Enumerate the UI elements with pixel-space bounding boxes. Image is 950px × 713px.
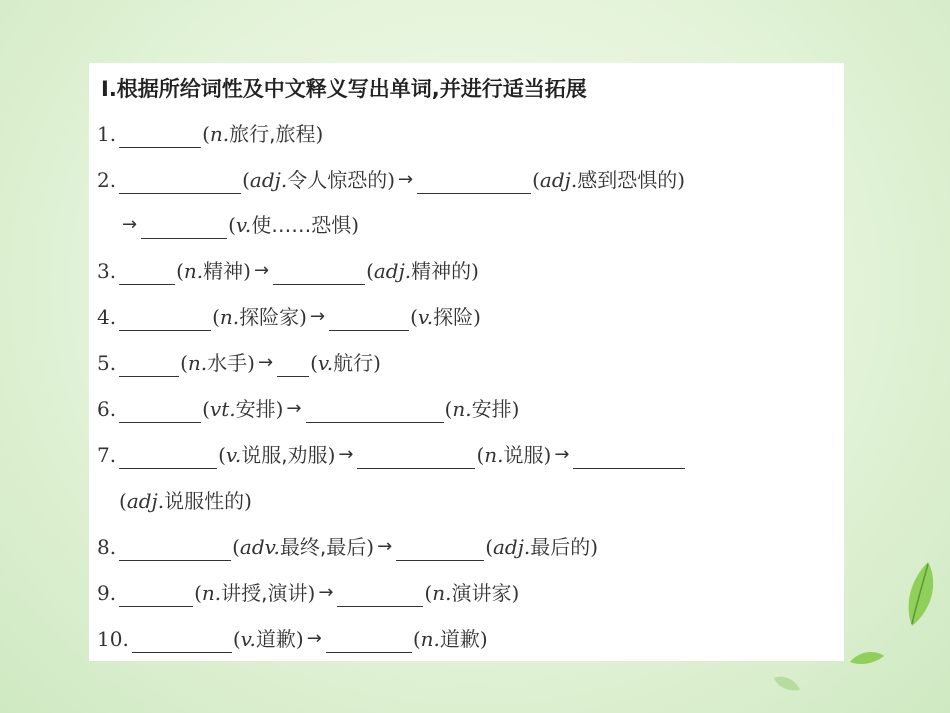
- answer-blank[interactable]: [119, 308, 211, 331]
- answer-blank[interactable]: [119, 538, 231, 561]
- answer-blank[interactable]: [273, 262, 365, 285]
- answer-blank[interactable]: [119, 584, 193, 607]
- answer-blank[interactable]: [329, 308, 409, 331]
- answer-blank[interactable]: [119, 400, 201, 423]
- arrow-icon: →: [257, 352, 274, 373]
- exercise-item-4: 4. (n.探险家) → (v.探险): [97, 305, 481, 329]
- answer-blank[interactable]: [326, 630, 412, 653]
- answer-blank[interactable]: [119, 446, 217, 469]
- answer-blank[interactable]: [119, 354, 179, 377]
- arrow-icon: →: [306, 628, 322, 649]
- arrow-icon: →: [253, 260, 270, 281]
- arrow-icon: →: [122, 214, 138, 235]
- exercise-item-5: 5. (n.水手) → (v.航行): [97, 351, 381, 375]
- answer-blank[interactable]: [396, 538, 484, 561]
- leaf-decoration-icon: [898, 560, 942, 630]
- arrow-icon: →: [286, 398, 302, 419]
- answer-blank[interactable]: [573, 446, 685, 469]
- answer-blank[interactable]: [277, 354, 309, 377]
- exercise-item-7-continued: (adj.说服性的): [119, 489, 252, 513]
- exercise-item-2-continued: → (v.使……恐惧): [122, 213, 360, 237]
- exercise-item-7: 7. (v.说服,劝服) → (n.说服) →: [97, 441, 686, 469]
- exercise-item-8: 8. (adv.最终,最后) → (adj.最后的): [97, 535, 599, 559]
- arrow-icon: →: [309, 306, 326, 327]
- exercise-item-3: 3. (n.精神) → (adj.精神的): [97, 259, 479, 283]
- answer-blank[interactable]: [119, 262, 175, 285]
- exercise-item-1: 1. (n.旅行,旅程): [97, 122, 324, 146]
- answer-blank[interactable]: [417, 171, 531, 194]
- answer-blank[interactable]: [337, 584, 423, 607]
- exercise-heading: Ⅰ.根据所给词性及中文释义写出单词,并进行适当拓展: [101, 77, 587, 101]
- answer-blank[interactable]: [141, 216, 227, 239]
- leaf-decoration-icon: [772, 672, 802, 694]
- arrow-icon: →: [338, 444, 354, 465]
- leaf-decoration-icon: [848, 648, 886, 668]
- answer-blank[interactable]: [357, 446, 475, 469]
- answer-blank[interactable]: [119, 171, 241, 194]
- arrow-icon: →: [398, 169, 414, 190]
- arrow-icon: →: [318, 582, 334, 603]
- exercise-item-6: 6. (vt.安排) → (n.安排): [97, 397, 520, 421]
- answer-blank[interactable]: [132, 630, 232, 653]
- exercise-item-9: 9. (n.讲授,演讲) → (n.演讲家): [97, 581, 520, 605]
- answer-blank[interactable]: [119, 125, 201, 148]
- arrow-icon: →: [554, 444, 570, 465]
- exercise-item-10: 10. (v.道歉) → (n.道歉): [97, 627, 488, 651]
- arrow-icon: →: [377, 536, 393, 557]
- exercise-item-2: 2. (adj.令人惊恐的) → (adj.感到恐惧的): [97, 168, 686, 192]
- answer-blank[interactable]: [306, 400, 444, 423]
- item-number: 1.: [97, 122, 117, 146]
- exercise-panel: [89, 63, 844, 661]
